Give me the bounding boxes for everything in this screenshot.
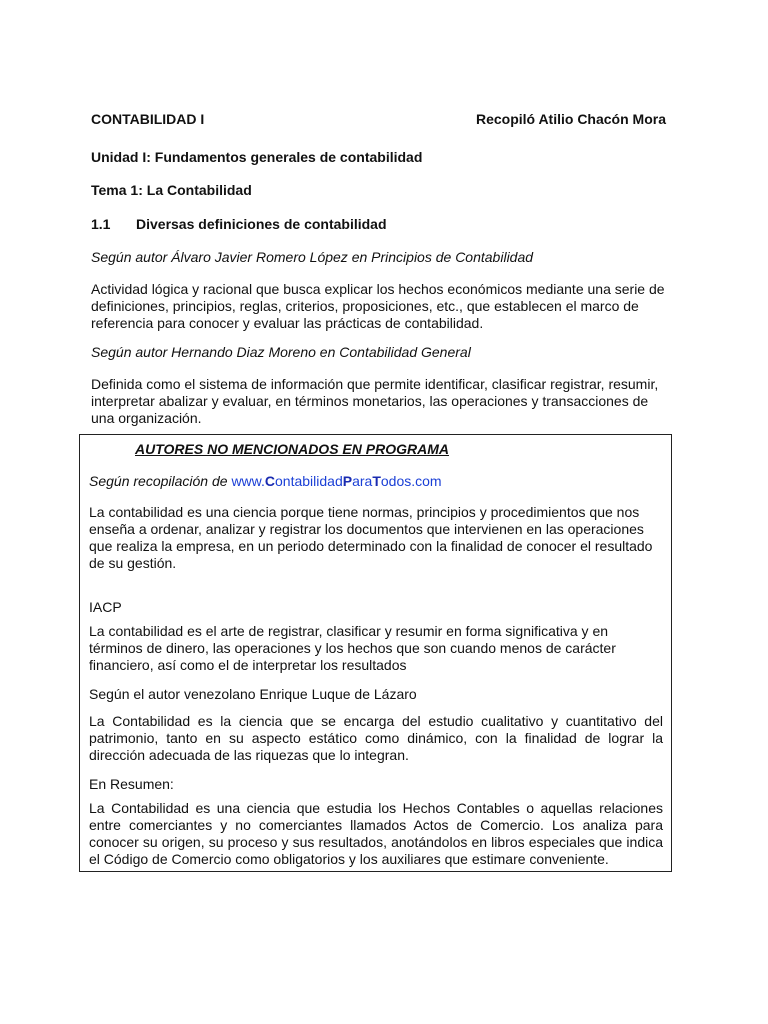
course-title: CONTABILIDAD I <box>91 111 205 127</box>
section-number: 1.1 <box>91 216 111 232</box>
iacp-source: IACP <box>89 599 122 615</box>
page-header <box>91 111 666 127</box>
section-heading <box>91 216 671 233</box>
luque-text: La Contabilidad es la ciencia que se encarga del estudio cualitativo y cuantitativo del patrimonio, tanto en su aspecto estático como dinámico, con la finalidad de lograr la dirección adecuada de las riquezas que lo integran. <box>89 713 663 763</box>
section-title: Diversas definiciones de contabilidad <box>136 216 387 232</box>
other-authors-box <box>79 434 672 872</box>
recopilacion-text: La contabilidad es una ciencia porque tiene normas, principios y procedimientos que nos enseña a ordenar, analizar y registrar los documentos que intervienen en las operaciones que realiza la empresa, en un periodo determinado con la finalidad de conocer el resultado de su gestión. <box>89 504 653 571</box>
box-title: AUTORES NO MENCIONADOS EN PROGRAMA <box>135 441 449 457</box>
definition-source: Según autor Hernando Diaz Moreno en Contabilidad General <box>91 344 471 360</box>
definition-text: Actividad lógica y racional que busca explicar los hechos económicos mediante una serie de definiciones, principios, reglas, criterios, proposiciones, etc., que establecen el marco de referencia para conocer y evaluar las prácticas de contabilidad. <box>91 281 665 331</box>
summary-label: En Resumen: <box>89 776 174 792</box>
summary-text: La Contabilidad es una ciencia que estudia los Hechos Contables o aquellas relaciones entre comerciantes y no comerciantes llamados Actos de Comercio. Los analiza para conocer su origen, su proceso y sus resultados, anotándolos en libros especiales que indica el Código de Comercio como obligatorios y los auxiliares que estimare conveniente. <box>89 800 663 867</box>
topic-heading: Tema 1: La Contabilidad <box>91 182 252 198</box>
website-link[interactable]: www.ContabilidadParaTodos.com <box>231 473 442 489</box>
recopilacion-source: Según recopilación de www.ContabilidadParaTodos.com <box>89 473 442 489</box>
unit-heading: Unidad I: Fundamentos generales de contabilidad <box>91 149 423 165</box>
compiler-credit: Recopiló Atilio Chacón Mora <box>475 111 666 127</box>
luque-source: Según el autor venezolano Enrique Luque de Lázaro <box>89 686 417 702</box>
iacp-text: La contabilidad es el arte de registrar, clasificar y resumir en forma significativa y en términos de dinero, las operaciones y los hechos que son cuando menos de carácter financiero, así como el de interpretar los resultados <box>89 623 616 673</box>
definition-text: Definida como el sistema de información que permite identificar, clasificar registrar, resumir, interpretar abalizar y evaluar, en términos monetarios, las operaciones y transacciones de una organización. <box>91 376 659 426</box>
definition-source: Según autor Álvaro Javier Romero López en Principios de Contabilidad <box>91 249 534 265</box>
